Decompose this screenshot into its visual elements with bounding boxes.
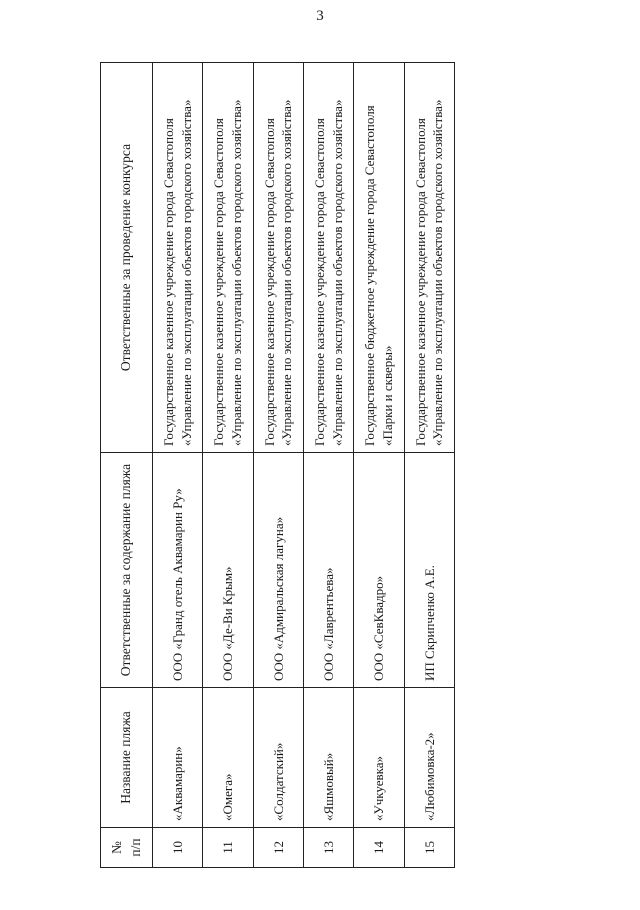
table-row: [153, 63, 203, 868]
beaches-table: [100, 62, 455, 868]
row-num: 12: [253, 828, 303, 868]
table-row: [303, 63, 353, 868]
row-keeper: ООО «Адмиральская лагуна»: [253, 453, 303, 688]
row-beach-name: «Аквамарин»: [153, 688, 203, 828]
row-responsible: Государственное казенное учреждение города Севастополя «Управление по эксплуатации объектов городского хозяйства»: [153, 63, 203, 453]
row-beach-name: «Любимовка-2»: [404, 688, 454, 828]
header-responsible: Ответственные за проведение конкурса: [101, 63, 153, 453]
header-keeper: Ответственные за содержание пляжа: [101, 453, 153, 688]
row-num: 11: [203, 828, 253, 868]
table-row: [253, 63, 303, 868]
table-row: [354, 63, 404, 868]
row-responsible: Государственное бюджетное учреждение города Севастополя «Парки и скверы»: [354, 63, 404, 453]
table-row: [203, 63, 253, 868]
rotated-table-wrapper: [100, 63, 455, 868]
header-name: Название пляжа: [101, 688, 153, 828]
row-responsible: Государственное казенное учреждение города Севастополя «Управление по эксплуатации объектов городского хозяйства»: [303, 63, 353, 453]
row-keeper: ИП Скрипченко А.Е.: [404, 453, 454, 688]
row-beach-name: «Омега»: [203, 688, 253, 828]
row-num: 10: [153, 828, 203, 868]
row-keeper: ООО «Де-Ви Крым»: [203, 453, 253, 688]
table-row: [404, 63, 454, 868]
row-keeper: ООО «Гранд отель Аквамарин Ру»: [153, 453, 203, 688]
row-responsible: Государственное казенное учреждение города Севастополя «Управление по эксплуатации объектов городского хозяйства»: [253, 63, 303, 453]
header-num: № п/п: [101, 828, 153, 868]
row-beach-name: «Яшмовый»: [303, 688, 353, 828]
row-responsible: Государственное казенное учреждение города Севастополя «Управление по эксплуатации объектов городского хозяйства»: [404, 63, 454, 453]
row-keeper: ООО «СевКвадро»: [354, 453, 404, 688]
row-beach-name: «Учкуевка»: [354, 688, 404, 828]
row-keeper: ООО «Лаврентьева»: [303, 453, 353, 688]
row-num: 13: [303, 828, 353, 868]
page-number: 3: [316, 8, 324, 24]
row-beach-name: «Солдатский»: [253, 688, 303, 828]
row-num: 15: [404, 828, 454, 868]
row-responsible: Государственное казенное учреждение города Севастополя «Управление по эксплуатации объектов городского хозяйства»: [203, 63, 253, 453]
table-header-row: [101, 63, 153, 868]
row-num: 14: [354, 828, 404, 868]
